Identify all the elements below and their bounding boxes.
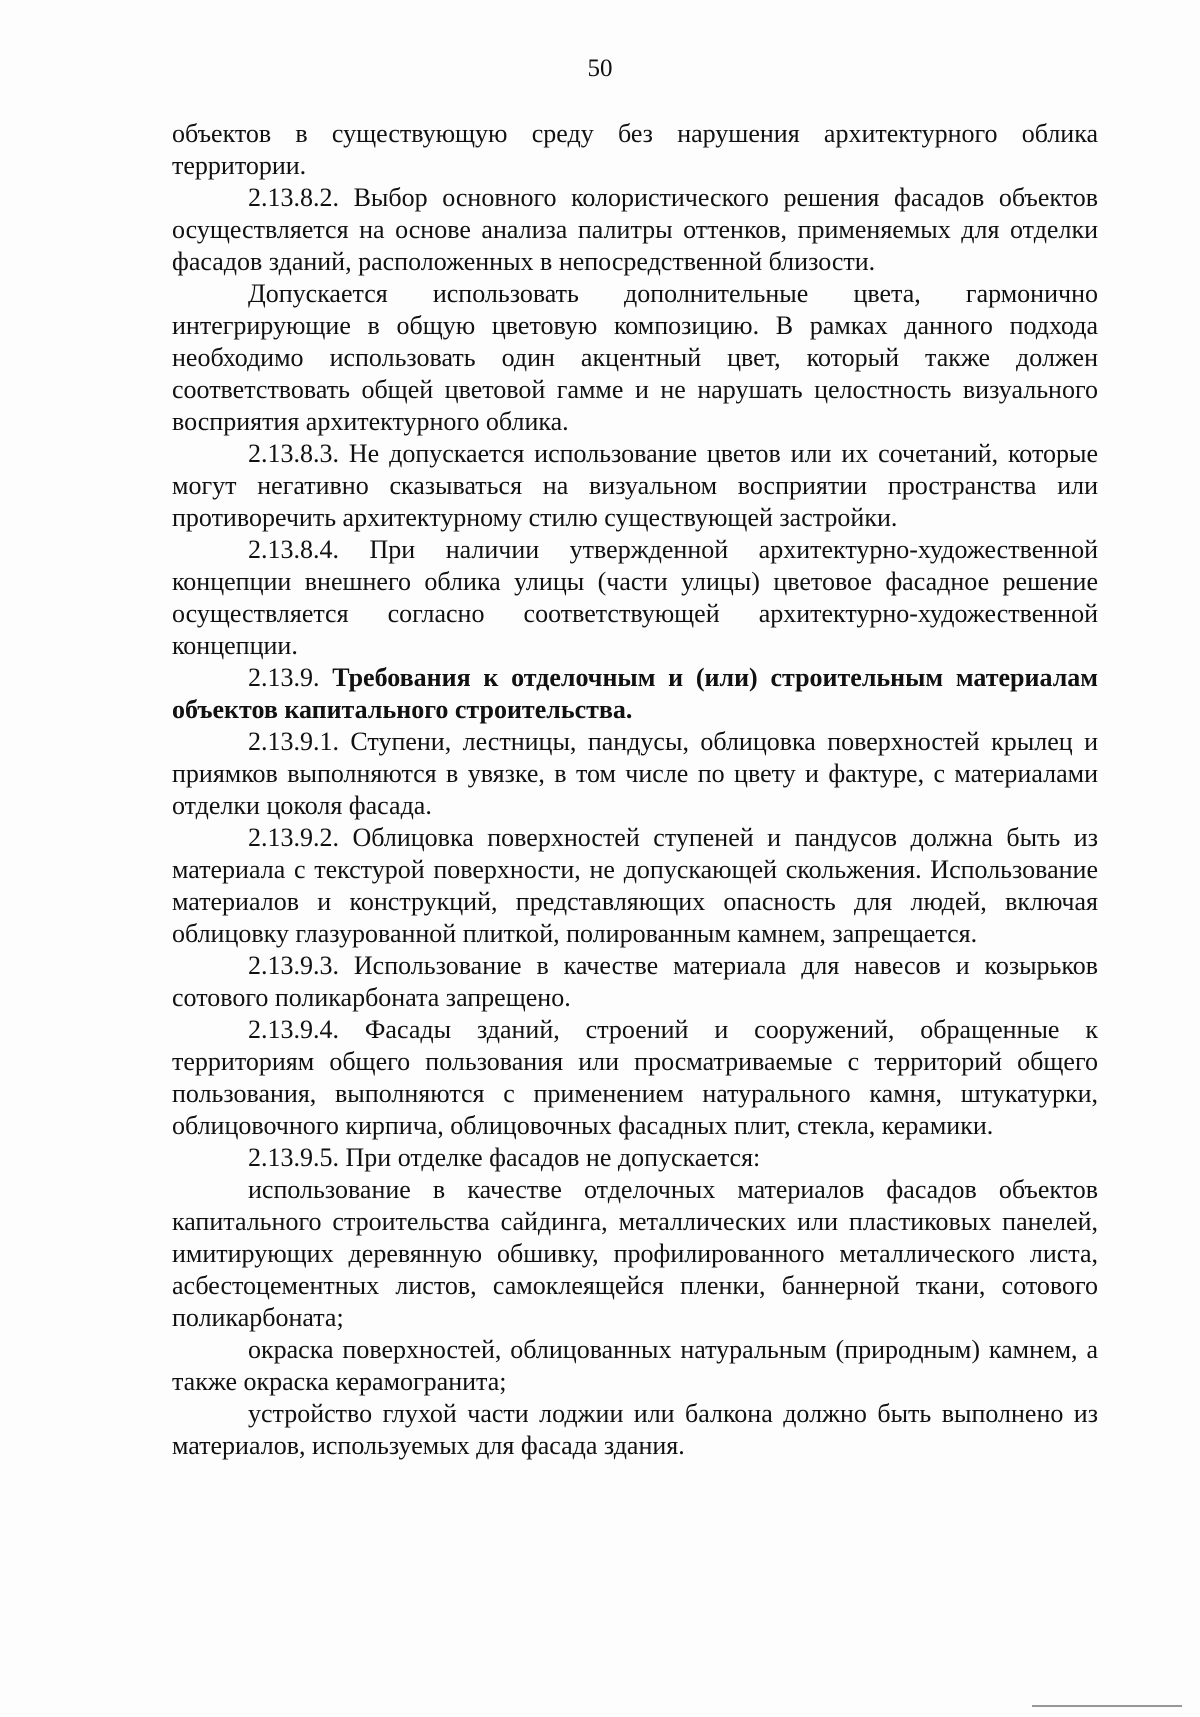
paragraph-2-13-8-3: 2.13.8.3. Не допускается использование цветов или их сочетаний, которые могут негативно сказываться на визуальном восприятии пространства или противоречить архитектурному стилю существующей застройки.	[172, 439, 1098, 532]
paragraph-2-13-9-5: 2.13.9.5. При отделке фасадов не допускается:	[248, 1143, 761, 1172]
paragraph-continuation: объектов в существующую среду без нарушения архитектурного облика территории.	[172, 119, 1098, 180]
page-number: 50	[587, 55, 613, 82]
section-heading-2-13-9	[172, 662, 1098, 726]
list-item-stone-painting: окраска поверхностей, облицованных натуральным (природным) камнем, а также окраска керамогранита;	[172, 1335, 1098, 1396]
paragraph-2-13-9-3: 2.13.9.3. Использование в качестве материала для навесов и козырьков сотового поликарбоната запрещено.	[172, 951, 1098, 1012]
list-item-finishing-materials: использование в качестве отделочных материалов фасадов объектов капитального строительства сайдинга, металлических или пластиковых панелей, имитирующих деревянную обшивку, профилированного металлического листа, асбестоцементных листов, самоклеящейся пленки, баннерной ткани, сотового поликарбоната;	[172, 1175, 1098, 1332]
list-item-loggia-balcony: устройство глухой части лоджии или балкона должно быть выполнено из материалов, используемых для фасада здания.	[172, 1399, 1098, 1460]
section-number: 2.13.9.	[248, 663, 320, 692]
scan-artifact	[1032, 1705, 1182, 1707]
document-body	[172, 118, 1098, 1462]
paragraph-2-13-8-2: 2.13.8.2. Выбор основного колористического решения фасадов объектов осуществляется на основе анализа палитры оттенков, применяемых для отделки фасадов зданий, расположенных в непосредственной близости.	[172, 183, 1098, 276]
paragraph-2-13-9-4: 2.13.9.4. Фасады зданий, строений и сооружений, обращенные к территориям общего пользования или просматриваемые с территорий общего пользования, выполняются с применением натурального камня, штукатурки, облицовочного кирпича, облицовочных фасадных плит, стекла, керамики.	[172, 1015, 1098, 1140]
section-title: Требования к отделочным и (или) строительным материалам объектов капитального строительства.	[172, 663, 1099, 724]
paragraph-2-13-9-1: 2.13.9.1. Ступени, лестницы, пандусы, облицовка поверхностей крылец и приямков выполняются в увязке, в том числе по цвету и фактуре, с материалами отделки цоколя фасада.	[172, 727, 1098, 820]
paragraph-2-13-8-4: 2.13.8.4. При наличии утвержденной архитектурно-художественной концепции внешнего облика улицы (части улицы) цветовое фасадное решение осуществляется согласно соответствующей архитектурно-художественной концепции.	[172, 535, 1098, 660]
paragraph-additional-colors: Допускается использовать дополнительные цвета, гармонично интегрирующие в общую цветовую композицию. В рамках данного подхода необходимо использовать один акцентный цвет, который также должен соответствовать общей цветовой гамме и не нарушать целостность визуального восприятия архитектурного облика.	[172, 279, 1098, 436]
paragraph-2-13-9-2: 2.13.9.2. Облицовка поверхностей ступеней и пандусов должна быть из материала с текстурой поверхности, не допускающей скольжения. Использование материалов и конструкций, представляющих опасность для людей, включая облицовку глазурованной плиткой, полированным камнем, запрещается.	[172, 823, 1098, 948]
